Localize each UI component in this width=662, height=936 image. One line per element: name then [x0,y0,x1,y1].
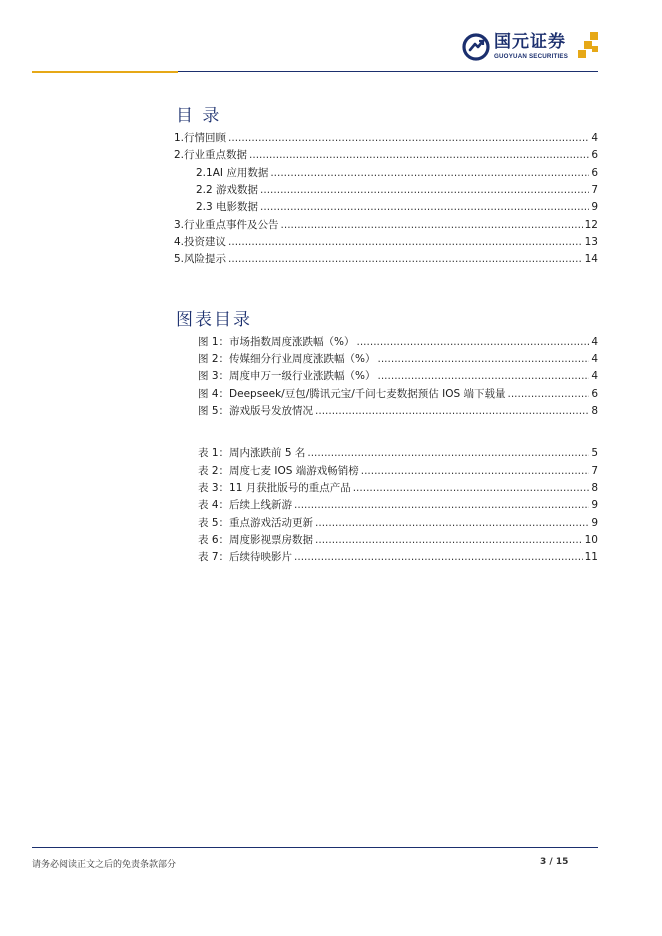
table-item-label: 表 2：周度七麦 IOS 端游戏畅销榜 [198,465,359,477]
table-item-label: 表 4：后续上线新游 [198,499,293,511]
toc-item-label: 2.行业重点数据 [174,149,248,161]
leader-dots [228,253,583,266]
leader-dots [260,201,589,214]
figure-item-label: 图 5：游戏版号发放情况 [198,405,314,417]
toc-item[interactable] [174,252,598,266]
toc-item-page: 9 [591,201,598,213]
figure-item-label: 图 2：传媒细分行业周度涨跌幅（%） [198,353,376,365]
figure-item[interactable] [198,352,598,366]
table-item-label: 表 5：重点游戏活动更新 [198,517,314,529]
figure-item-page: 4 [591,370,598,382]
table-item-label: 表 1：周内涨跌前 5 名 [198,447,306,459]
toc-item-page: 4 [591,132,598,144]
leader-dots [270,167,589,180]
leader-dots [249,149,589,162]
table-item-page: 7 [591,465,598,477]
header-accent-bar [32,71,178,73]
leader-dots [281,219,583,232]
figure-item-label: 图 4：Deepseek/豆包/腾讯元宝/千问七麦数据预估 IOS 端下载量 [198,388,506,400]
footer-divider [32,847,598,848]
toc-title: 目 录 [176,106,222,126]
toc-item[interactable] [196,166,598,180]
figure-item-page: 6 [591,388,598,400]
table-item[interactable] [198,498,598,512]
leader-dots [307,447,589,460]
leader-dots [228,236,583,249]
toc-item-label: 1.行情回顾 [174,132,227,144]
table-item-page: 9 [591,517,598,529]
logo-english-name: GUOYUAN SECURITIES [494,52,569,60]
leader-dots [378,353,590,366]
table-item[interactable] [198,516,598,530]
toc-item[interactable] [196,183,598,197]
table-item[interactable] [198,550,598,564]
table-item[interactable] [198,533,598,547]
toc-item[interactable] [196,200,598,214]
toc-item-page: 12 [584,219,598,231]
toc-item[interactable] [174,235,598,249]
table-item-label: 表 6：周度影视票房数据 [198,534,314,546]
toc-item-label: 4.投资建议 [174,236,227,248]
toc-item-label: 2.3 电影数据 [196,201,259,213]
table-item-page: 5 [591,447,598,459]
table-item[interactable] [198,481,598,495]
figure-item-page: 8 [591,405,598,417]
table-item[interactable] [198,464,598,478]
table-item-label: 表 3：11 月获批版号的重点产品 [198,482,351,494]
toc-item-page: 6 [591,149,598,161]
figures-toc-title: 图表目录 [176,310,252,330]
toc-item-page: 6 [591,167,598,179]
page-header [0,0,662,80]
table-item[interactable] [198,446,598,460]
leader-dots [228,132,589,145]
table-item-label: 表 7：后续待映影片 [198,551,293,563]
logo-chinese-name: 国元证券 [494,31,566,52]
figure-item[interactable] [198,387,598,401]
figure-item-page: 4 [591,336,598,348]
leader-dots [378,370,590,383]
toc-item-page: 14 [584,253,598,265]
toc-item-label: 3.行业重点事件及公告 [174,219,279,231]
table-item-page: 8 [591,482,598,494]
table-item-page: 10 [584,534,598,546]
page-number: 3 / 15 [540,857,569,867]
logo-emblem-icon [462,33,490,61]
logo-gold-squares-icon [578,32,600,60]
figure-item[interactable] [198,404,598,418]
figure-item-label: 图 3：周度申万一级行业涨跌幅（%） [198,370,376,382]
toc-item-page: 13 [584,236,598,248]
figure-item-label: 图 1：市场指数周度涨跌幅（%） [198,336,355,348]
toc-item-label: 2.2 游戏数据 [196,184,259,196]
table-item-page: 11 [584,551,598,563]
figure-item[interactable] [198,335,598,349]
toc-item[interactable] [174,148,598,162]
table-item-page: 9 [591,499,598,511]
figure-item-page: 4 [591,353,598,365]
leader-dots [315,405,589,418]
leader-dots [315,534,583,547]
leader-dots [315,517,589,530]
leader-dots [353,482,590,495]
toc-item[interactable] [174,218,598,232]
figure-item[interactable] [198,369,598,383]
leader-dots [294,551,583,564]
leader-dots [361,465,590,478]
leader-dots [294,499,589,512]
toc-item[interactable] [174,131,598,145]
leader-dots [260,184,589,197]
toc-item-page: 7 [591,184,598,196]
leader-dots [357,336,590,349]
toc-item-label: 2.1AI 应用数据 [196,167,269,179]
leader-dots [507,388,589,401]
toc-item-label: 5.风险提示 [174,253,227,265]
footer-disclaimer: 请务必阅读正文之后的免责条款部分 [32,860,177,870]
